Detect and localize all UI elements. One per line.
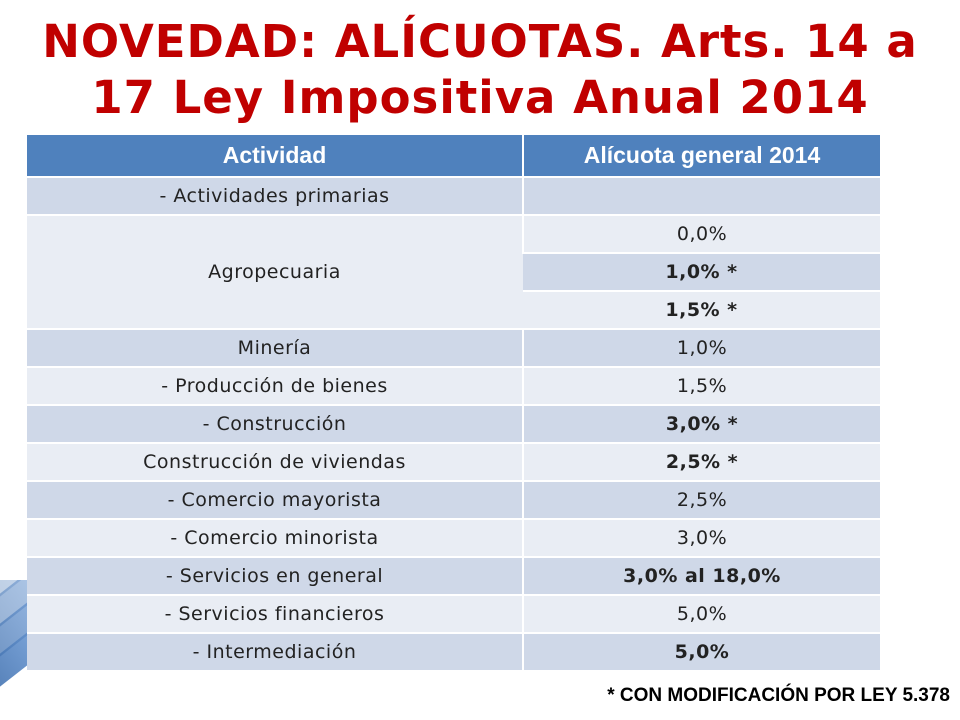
header-alicuota: Alícuota general 2014 xyxy=(523,135,880,177)
cell-alicuota: 1,5% * xyxy=(523,291,880,329)
table-header-row xyxy=(27,135,880,177)
cell-alicuota: 5,0% xyxy=(523,595,880,633)
table-row xyxy=(27,633,880,670)
slide-title-line2: 17 Ley Impositiva Anual 2014 xyxy=(91,71,869,124)
table-row xyxy=(27,557,880,595)
cell-actividad: Construcción de viviendas xyxy=(27,443,523,481)
slide-title-line1: NOVEDAD: ALÍCUOTAS. Arts. 14 a xyxy=(42,15,918,68)
table-row xyxy=(27,481,880,519)
rates-table-container xyxy=(27,135,880,670)
cell-alicuota: 5,0% xyxy=(523,633,880,670)
slide-title xyxy=(40,14,920,126)
cell-alicuota: 1,0% xyxy=(523,329,880,367)
cell-actividad: - Construcción xyxy=(27,405,523,443)
table-row xyxy=(27,215,880,253)
cell-actividad: - Intermediación xyxy=(27,633,523,670)
cell-actividad: - Comercio minorista xyxy=(27,519,523,557)
cell-alicuota: 2,5% xyxy=(523,481,880,519)
footnote: * CON MODIFICACIÓN POR LEY 5.378 xyxy=(607,685,950,706)
table-row xyxy=(27,595,880,633)
cell-alicuota: 1,5% xyxy=(523,367,880,405)
cell-actividad: Minería xyxy=(27,329,523,367)
table-row xyxy=(27,405,880,443)
cell-alicuota: 2,5% * xyxy=(523,443,880,481)
cell-actividad: - Servicios en general xyxy=(27,557,523,595)
cell-actividad: - Servicios financieros xyxy=(27,595,523,633)
cell-actividad: - Comercio mayorista xyxy=(27,481,523,519)
cell-actividad: - Producción de bienes xyxy=(27,367,523,405)
cell-alicuota: 3,0% * xyxy=(523,405,880,443)
cell-alicuota: 1,0% * xyxy=(523,253,880,291)
cell-actividad: Agropecuaria xyxy=(27,215,523,329)
table-row xyxy=(27,519,880,557)
rates-table xyxy=(27,135,880,670)
cell-actividad: - Actividades primarias xyxy=(27,177,523,215)
table-row xyxy=(27,367,880,405)
cell-alicuota: 0,0% xyxy=(523,215,880,253)
cell-alicuota xyxy=(523,177,880,215)
cell-alicuota: 3,0% al 18,0% xyxy=(523,557,880,595)
cell-alicuota: 3,0% xyxy=(523,519,880,557)
table-row xyxy=(27,177,880,215)
header-actividad: Actividad xyxy=(27,135,523,177)
table-row xyxy=(27,443,880,481)
table-row xyxy=(27,329,880,367)
